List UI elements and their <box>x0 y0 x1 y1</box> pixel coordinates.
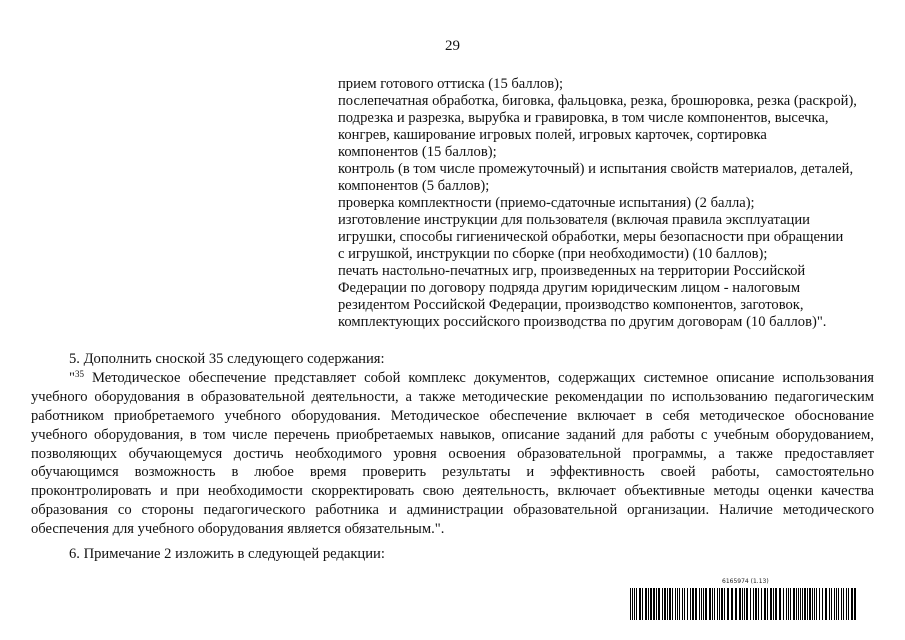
list-item: игрушки, способы гигиенической обработки, меры безопасности при обращении <box>338 229 844 245</box>
list-item: послепечатная обработка, биговка, фальцовка, резка, брошюровка, резка (раскрой), <box>338 93 857 109</box>
page-number: 29 <box>445 38 460 54</box>
list-item: проверка комплектности (приемо-сдаточные испытания) (2 балла); <box>338 195 755 211</box>
footnote-line: учебного оборудования в образовательной деятельности, а также методические рекомендации по использованию педагогическим <box>31 388 874 405</box>
list-item: с игрушкой, инструкции по сборке (при необходимости) (10 баллов); <box>338 246 768 262</box>
list-item: Федерации по договору подряда другим юридическим лицом - налоговым <box>338 280 801 296</box>
list-item: конгрев, каширование игровых полей, игровых карточек, сортировка <box>338 127 767 143</box>
list-item: печать настольно-печатных игр, произведенных на территории Российской <box>338 263 806 279</box>
footnote-text: Методическое обеспечение представляет собой комплекс документов, содержащих системное описание использования <box>83 370 874 386</box>
list-item: компонентов (15 баллов); <box>338 144 497 160</box>
item-5-heading: 5. Дополнить сноской 35 следующего содержания: <box>69 351 385 367</box>
barcode-label: 6165974 (1.13) <box>722 578 769 585</box>
footnote-line: проконтролировать и при необходимости скорректировать свою деятельность, включает объективные методы оценки качества <box>31 483 874 500</box>
barcode <box>630 578 860 622</box>
barcode-bars <box>630 588 860 620</box>
list-item: прием готового оттиска (15 баллов); <box>338 76 564 92</box>
footnote-35 <box>31 369 874 539</box>
list-item: комплектующих российского производства по другим договорам (10 баллов)". <box>338 314 827 330</box>
list-item: резидентом Российской Федерации, производство компонентов, заготовок, <box>338 297 804 313</box>
footnote-open-quote: " <box>69 370 75 386</box>
footnote-line <box>31 369 874 388</box>
footnote-line: позволяющих обучающемуся достичь необходимого уровня освоения образовательной программы, а также предоставляет <box>31 445 874 462</box>
footnote-line: обеспечения для учебного оборудования является обязательным.". <box>31 521 445 538</box>
footnote-line: работником приобретаемого учебного оборудования. Методическое обеспечение включает в себя методическое обоснование <box>31 407 874 424</box>
list-item: компонентов (5 баллов); <box>338 178 490 194</box>
footnote-line: учебного оборудования, в том числе перечень приобретаемых навыков, описание заданий для работы с учебным оборудованием, <box>31 426 874 443</box>
item-6-heading: 6. Примечание 2 изложить в следующей редакции: <box>69 546 385 562</box>
footnote-number: 35 <box>74 369 84 379</box>
list-item: подрезка и разрезка, вырубка и гравировка, в том числе компонентов, высечка, <box>338 110 829 126</box>
list-item: контроль (в том числе промежуточный) и испытания свойств материалов, деталей, <box>338 161 854 177</box>
footnote-line: образования со стороны педагогического работника и администрации образовательной организации. Наличие методического <box>31 502 874 519</box>
scoring-list <box>338 76 883 331</box>
footnote-line: обучающимся возможность в любое время проверить результаты и эффективность своей работы, самостоятельно <box>31 464 874 481</box>
list-item: изготовление инструкции для пользователя (включая правила эксплуатации <box>338 212 810 228</box>
